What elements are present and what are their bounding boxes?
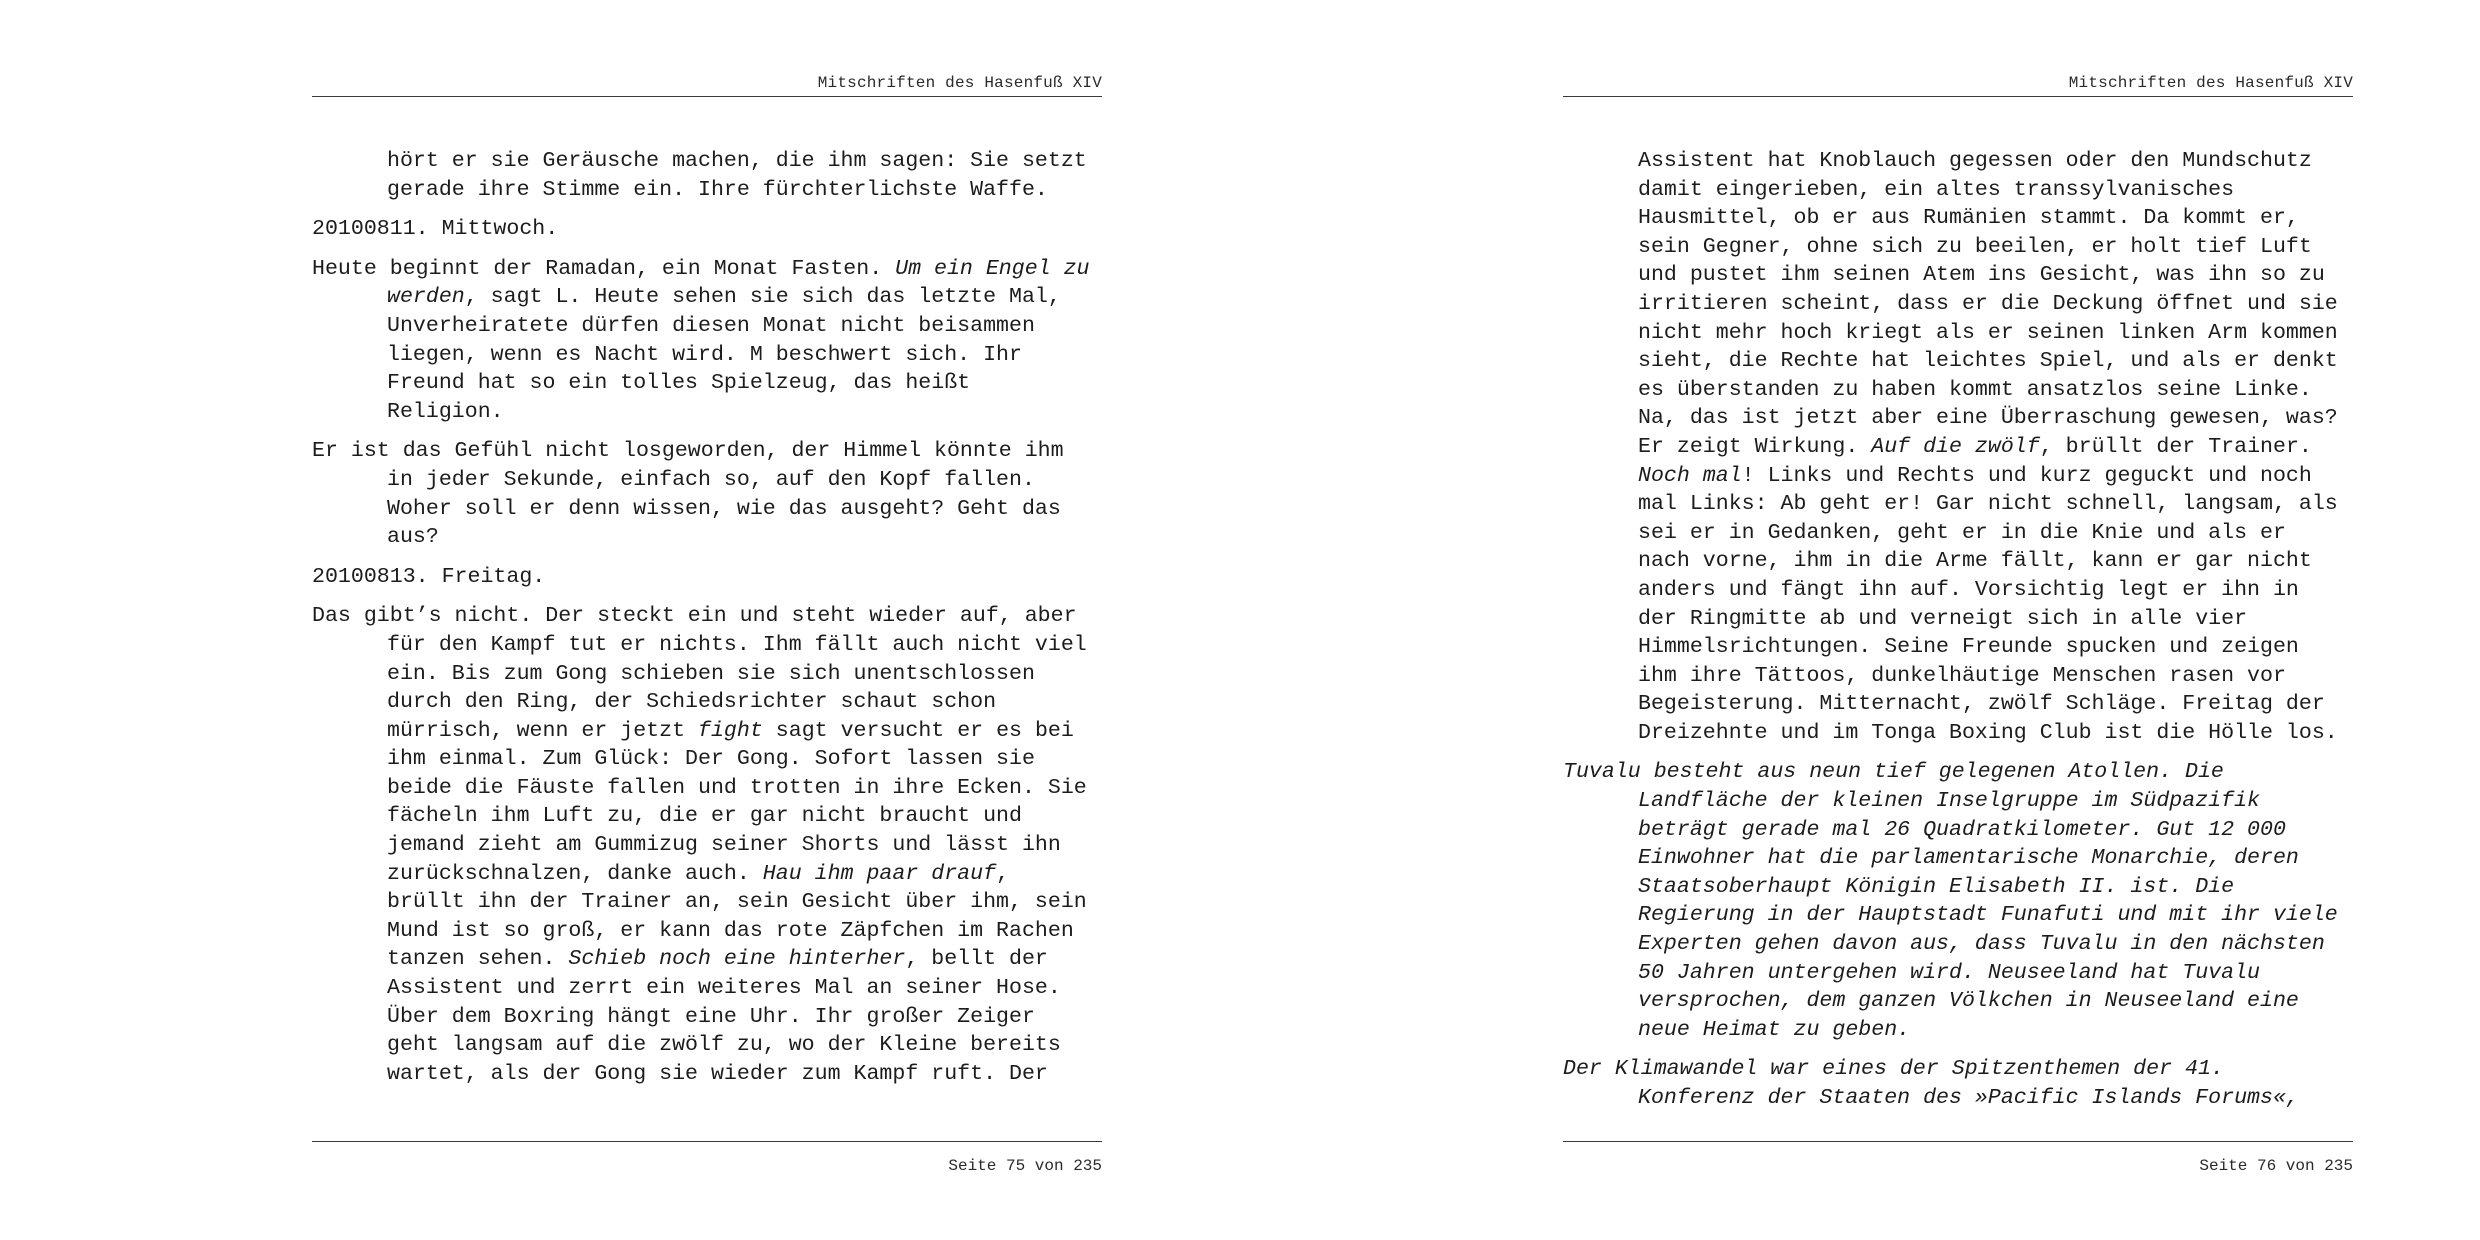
text-line: zurückschnalzen, danke auch. Hau ihm paar drauf, — [387, 861, 1010, 886]
text-line: werden, sagt L. Heute sehen sie sich das letzte Mal, — [387, 285, 1061, 310]
running-header: Mitschriften des Hasenfuß XIV — [2068, 74, 2353, 92]
text-line: Landfläche der kleinen Inselgruppe im Südpazifik — [1638, 789, 2261, 814]
text-line: ein. Bis zum Gong schieben sie sich unentschlossen — [387, 661, 1035, 686]
page-number: Seite 75 von 235 — [948, 1157, 1102, 1175]
text-line: tanzen sehen. Schieb noch eine hinterher, bellt der — [387, 947, 1048, 972]
text-line: anders und fängt ihn auf. Vorsichtig legt er ihn in — [1638, 577, 2299, 602]
text-line: Assistent und zerrt ein weiteres Mal an seiner Hose. — [387, 976, 1061, 1001]
paragraph — [312, 437, 1112, 551]
text-line: Über dem Boxring hängt eine Uhr. Ihr großer Zeiger — [387, 1004, 1035, 1029]
text-line: mürrisch, wenn er jetzt fight sagt versucht er es bei — [387, 718, 1074, 743]
text-line: Na, das ist jetzt aber eine Überraschung gewesen, was? — [1638, 406, 2338, 431]
text-line: aus? — [387, 525, 439, 550]
running-header: Mitschriften des Hasenfuß XIV — [817, 74, 1102, 92]
text-line: ihm ihre Tättoos, dunkelhäutige Menschen rasen vor — [1638, 663, 2286, 688]
text-line: fächeln ihm Luft zu, die er gar nicht braucht und — [387, 804, 1022, 829]
text-line: 20100811. Mittwoch. — [312, 217, 559, 242]
text-line: gerade ihre Stimme ein. Ihre fürchterlichste Waffe. — [387, 177, 1048, 202]
text-line: Regierung in der Hauptstadt Funafuti und mit ihr viele — [1638, 903, 2338, 928]
page-body — [1563, 147, 2363, 1124]
text-line: neue Heimat zu geben. — [1638, 1017, 1911, 1042]
text-line: der Ringmitte ab und verneigt sich in alle vier — [1638, 606, 2248, 631]
text-line: Der Klimawandel war eines der Spitzenthemen der 41. — [1563, 1057, 2224, 1082]
text-line: Hausmittel, ob er aus Rumänien stammt. Da kommt er, — [1638, 206, 2299, 231]
text-line: Er ist das Gefühl nicht losgeworden, der Himmel könnte ihm — [312, 439, 1064, 464]
text-line: Mund ist so groß, er kann das rote Zäpfchen im Rachen — [387, 918, 1074, 943]
text-line: sei er in Gedanken, geht er in die Knie und als er — [1638, 520, 2286, 545]
text-line: sieht, die Rechte hat leichtes Spiel, und als er denkt — [1638, 349, 2338, 374]
text-line: 20100813. Freitag. — [312, 564, 546, 589]
text-line: damit eingerieben, ein altes transsylvanisches — [1638, 177, 2235, 202]
text-line: Noch mal! Links und Rechts und kurz geguckt und noch — [1638, 463, 2312, 488]
text-line: Unverheiratete dürfen diesen Monat nicht beisammen — [387, 313, 1035, 338]
text-line: in jeder Sekunde, einfach so, auf den Kopf fallen. — [387, 467, 1035, 492]
text-line: beide die Fäuste fallen und trotten in ihre Ecken. Sie — [387, 775, 1087, 800]
paragraph — [312, 147, 1112, 204]
paragraph — [312, 602, 1112, 1088]
text-line: brüllt ihn der Trainer an, sein Gesicht über ihm, sein — [387, 890, 1087, 915]
page-left — [312, 0, 1102, 1240]
text-line: Himmelsrichtungen. Seine Freunde spucken und zeigen — [1638, 635, 2299, 660]
text-line: Konferenz der Staaten des »Pacific Islands Forums«, — [1638, 1086, 2299, 1110]
text-line: versprochen, dem ganzen Völkchen in Neuseeland eine — [1638, 989, 2299, 1014]
text-line: Dreizehnte und im Tonga Boxing Club ist die Hölle los. — [1638, 720, 2338, 745]
text-line: 50 Jahren untergehen wird. Neuseeland hat Tuvalu — [1638, 960, 2261, 985]
text-line: Heute beginnt der Ramadan, ein Monat Fasten. Um ein Engel zu — [312, 256, 1090, 281]
text-line: Das gibt’s nicht. Der steckt ein und steht wieder auf, aber — [312, 604, 1077, 629]
text-line: Freund hat so ein tolles Spielzeug, das heißt — [387, 371, 971, 396]
date-entry — [312, 215, 1112, 244]
text-line: ihm einmal. Zum Glück: Der Gong. Sofort lassen sie — [387, 747, 1035, 772]
header-rule — [312, 96, 1102, 97]
text-line: es überstanden zu haben kommt ansatzlos seine Linke. — [1638, 377, 2312, 402]
text-line: Er zeigt Wirkung. Auf die zwölf, brüllt der Trainer. — [1638, 434, 2312, 459]
text-line: beträgt gerade mal 26 Quadratkilometer. Gut 12 000 — [1638, 817, 2286, 842]
text-line: Assistent hat Knoblauch gegessen oder den Mundschutz — [1638, 149, 2312, 173]
footer-rule — [312, 1141, 1102, 1142]
page-body — [312, 147, 1112, 1099]
footer-rule — [1563, 1141, 2353, 1142]
italic-paragraph — [1563, 758, 2363, 1044]
header-rule — [1563, 96, 2353, 97]
text-line: irritieren scheint, dass er die Deckung öffnet und sie — [1638, 291, 2338, 316]
text-line: Woher soll er denn wissen, wie das ausgeht? Geht das — [387, 496, 1061, 521]
text-line: für den Kampf tut er nichts. Ihm fällt auch nicht viel — [387, 632, 1087, 657]
text-line: Einwohner hat die parlamentarische Monarchie, deren — [1638, 846, 2299, 871]
italic-paragraph — [1563, 1055, 2363, 1112]
text-line: Begeisterung. Mitternacht, zwölf Schläge. Freitag der — [1638, 692, 2325, 717]
text-line: durch den Ring, der Schiedsrichter schaut schon — [387, 690, 997, 715]
text-line: jemand zieht am Gummizug seiner Shorts und lässt ihn — [387, 833, 1061, 858]
date-entry — [312, 563, 1112, 592]
text-line: nicht mehr hoch kriegt als er seinen linken Arm kommen — [1638, 320, 2338, 345]
text-line: sein Gegner, ohne sich zu beeilen, er holt tief Luft — [1638, 234, 2312, 259]
text-line: wartet, als der Gong sie wieder zum Kampf ruft. Der — [387, 1061, 1048, 1086]
text-line: mal Links: Ab geht er! Gar nicht schnell, langsam, als — [1638, 492, 2338, 517]
text-line: nach vorne, ihm in die Arme fällt, kann er gar nicht — [1638, 549, 2312, 574]
text-line: Religion. — [387, 399, 504, 424]
text-line: Staatsoberhaupt Königin Elisabeth II. ist. Die — [1638, 874, 2235, 899]
paragraph — [1563, 147, 2363, 747]
text-line: hört er sie Geräusche machen, die ihm sagen: Sie setzt — [387, 149, 1087, 173]
text-line: und pustet ihm seinen Atem ins Gesicht, was ihn so zu — [1638, 263, 2325, 288]
text-line: geht langsam auf die zwölf zu, wo der Kleine bereits — [387, 1033, 1061, 1058]
text-line: Tuvalu besteht aus neun tief gelegenen Atollen. Die — [1563, 760, 2224, 785]
page-right — [1563, 0, 2353, 1240]
text-line: Experten gehen davon aus, dass Tuvalu in den nächsten — [1638, 932, 2325, 957]
text-line: liegen, wenn es Nacht wird. M beschwert sich. Ihr — [387, 342, 1022, 367]
page-number: Seite 76 von 235 — [2199, 1157, 2353, 1175]
paragraph — [312, 255, 1112, 427]
